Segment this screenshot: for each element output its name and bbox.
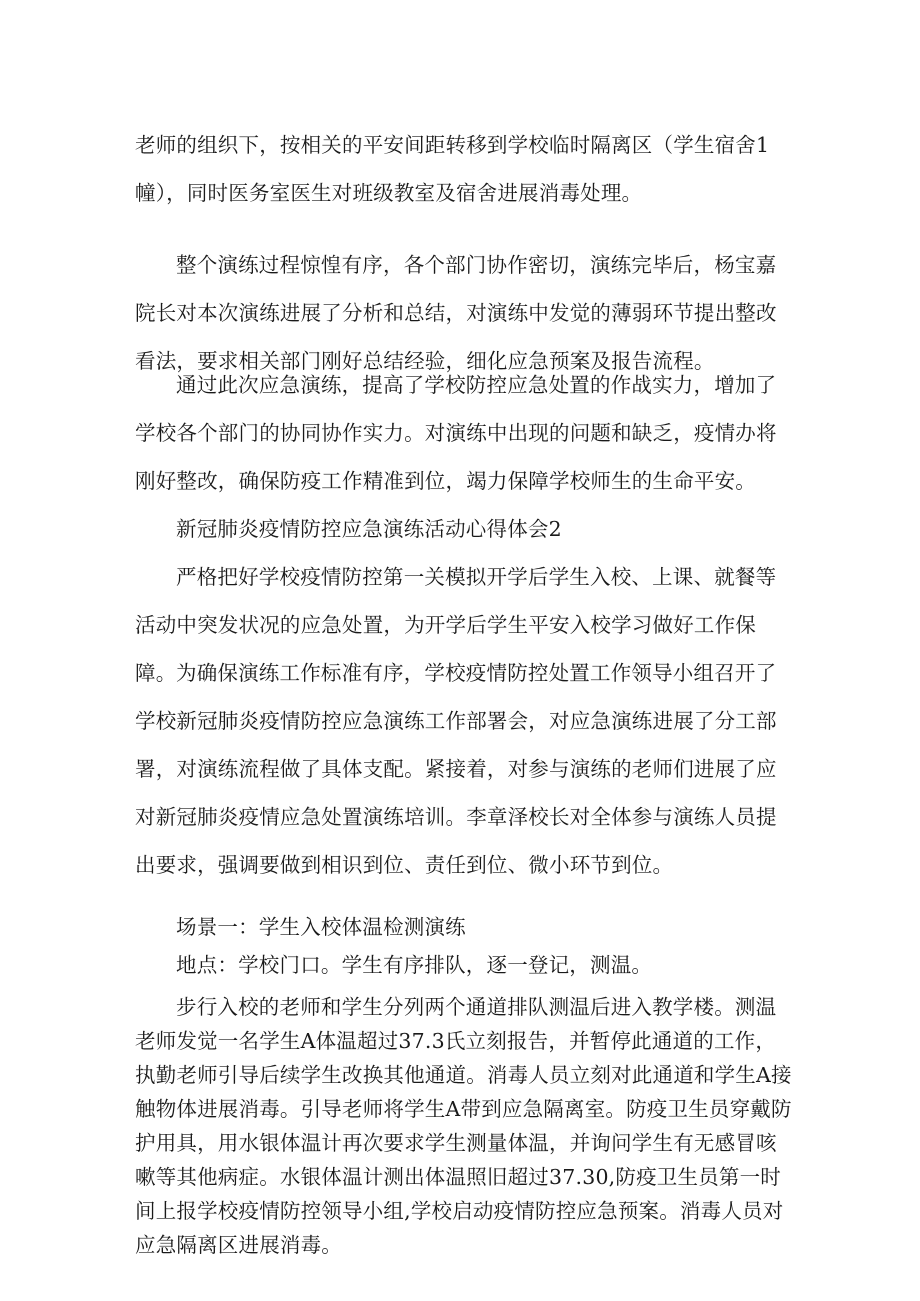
paragraph-6: 步行入校的老师和学生分列两个通道排队测温后进入教学楼。测温老师发觉一名学生A体温超过37.3氏立刻报告，并暂停此通道的工作，执勤老师引导后续学生改换其他通道。消毒人员立刻对此通道和学生A接触物体进展消毒。引导老师将学生A带到应急隔离室。防疫卫生员穿戴防护用具，用水银体温计再次要求学生测量体温，并询问学生有无感冒咳嗽等其他病症。水银体温计测出体温照旧超过37.30,防疫卫生员第一时间上报学校疫情防控领导小组,学校启动疫情防控应急预案。消毒人员对应急隔离区进展消毒。	[135, 995, 792, 1257]
paragraph-4: 严格把好学校疫情防控第一关模拟开学后学生入校、上课、就餐等活动中突发状况的应急处置，为开学后学生平安入校学习做好工作保障。	[135, 565, 777, 685]
location-line: 地点：学校门口。学生有序排队，逐一登记，测温。	[176, 953, 653, 977]
section-heading: 新冠肺炎疫情防控应急演练活动心得体会2	[176, 517, 562, 541]
paragraph-5: 为确保演练工作标准有序，学校疫情防控处置工作领导小组召开了学校新冠肺炎疫情防控应急演练工作部署会，对应急演练进展了分工部署，对演练流程做了具体支配。紧接着，对参与演练的老师们进展了应对新冠肺炎疫情应急处置演练培训。李章泽校长对全体参与演练人员提出要求，强调要做到相识到位、责任到位、微小环节到位。	[135, 661, 777, 877]
paragraph-1: 老师的组织下，按相关的平安间距转移到学校临时隔离区（学生宿舍1幢），同时医务室医生对班级教室及宿舍进展消毒处理。	[135, 133, 770, 205]
paragraph-2: 整个演练过程惊惶有序，各个部门协作密切，演练完毕后，杨宝嘉院长对本次演练进展了分析和总结，对演练中发觉的薄弱环节提出整改看法，要求相关部门刚好总结经验，细化应急预案及报告流程。	[135, 253, 777, 373]
paragraph-3: 通过此次应急演练，提高了学校防控应急处置的作战实力，增加了学校各个部门的协同协作实力。对演练中出现的问题和缺乏，疫情办将刚好整改，确保防疫工作精准到位，竭力保障学校师生的生命平安。	[135, 373, 777, 493]
scene-heading: 场景一：学生入校体温检测演练	[176, 915, 466, 939]
